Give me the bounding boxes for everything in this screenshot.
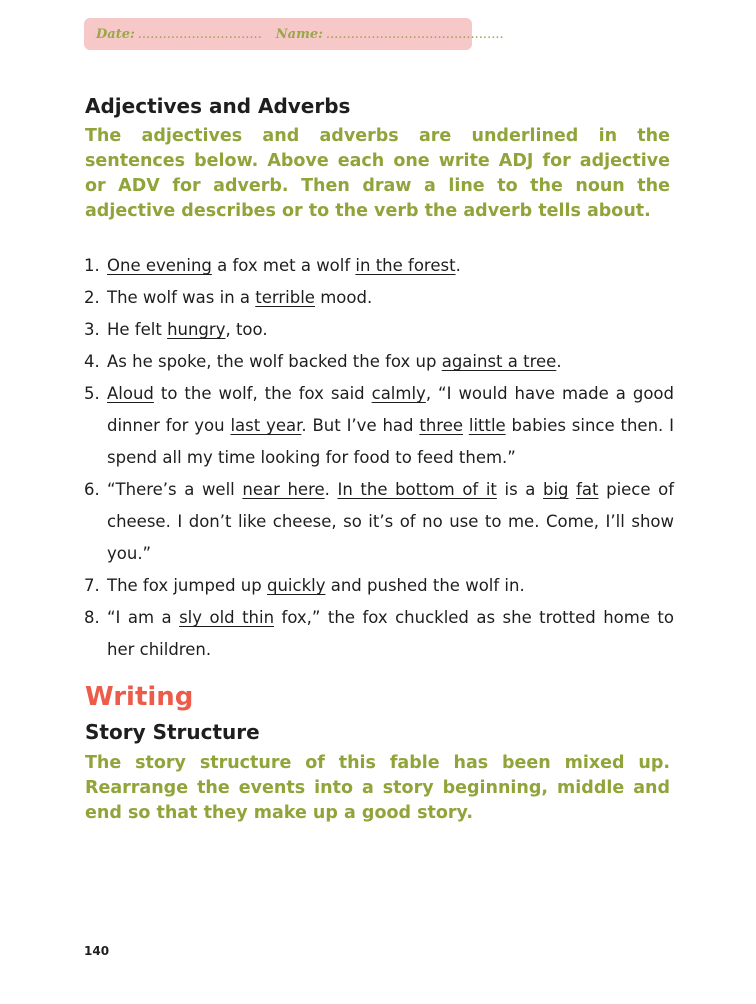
underlined-word: One evening [107, 256, 212, 275]
sentence-item [84, 346, 674, 378]
underlined-word: fat [576, 480, 599, 499]
underlined-word: terrible [255, 288, 315, 307]
story-structure-subtitle: Story Structure [85, 720, 260, 744]
sentence-segment: piece of cheese. I don’t like cheese, so it’s of no use to me. Come, I’ll show you.” [107, 480, 675, 563]
sentence-item [84, 602, 674, 666]
sentence-segment: The wolf was in a [107, 288, 256, 307]
underlined-word: big [542, 480, 569, 499]
sentence-segment: He felt [107, 320, 168, 339]
sentence-item [84, 378, 674, 474]
sentence-segment: is a [496, 480, 543, 499]
sentence-text [107, 282, 674, 314]
sentence-item [84, 314, 674, 346]
item-number: 2. [84, 288, 100, 307]
sentence-segment: and pushed the wolf in. [325, 576, 525, 595]
sentence-text [107, 378, 674, 474]
sentence-segment: . [455, 256, 461, 275]
sentence-segment: , too. [225, 320, 268, 339]
name-label: Name: [275, 26, 323, 42]
sentence-segment: to the wolf, the fox said [153, 384, 372, 403]
underlined-word: sly old thin [179, 608, 275, 627]
sentence-segment: “There’s a well [107, 480, 243, 499]
exercise-instructions: The adjectives and adverbs are underlined in the sentences below. Above each one write ADJ for adjective or ADV for adverb. Then draw a line to the noun the adjective describes or to the verb the adverb tells about. [85, 126, 670, 221]
underlined-word: calmly [371, 384, 426, 403]
underlined-word: three [419, 416, 463, 435]
writing-instructions: The story structure of this fable has been mixed up. Rearrange the events into a story beginning, middle and end so that they make up a good story. [85, 753, 670, 823]
item-number: 3. [84, 320, 100, 339]
sentence-item [84, 570, 674, 602]
sentence-text [107, 314, 674, 346]
underlined-word: in the forest [355, 256, 456, 275]
underlined-word: against a tree [441, 352, 557, 371]
sentence-text [107, 602, 674, 666]
sentence-item [84, 282, 674, 314]
sentence-list [84, 250, 674, 666]
underlined-word: little [468, 416, 506, 435]
page-number: 140 [84, 944, 110, 958]
underlined-word: quickly [266, 576, 326, 595]
underlined-word: last year [230, 416, 302, 435]
sentence-segment: . [556, 352, 562, 371]
date-label: Date: [96, 26, 135, 42]
item-number: 1. [84, 256, 100, 275]
item-number: 5. [84, 384, 100, 403]
sentence-segment: a fox met a wolf [211, 256, 356, 275]
sentence-segment: mood. [314, 288, 373, 307]
name-field[interactable]: ........................................... [325, 26, 504, 42]
underlined-word: Aloud [107, 384, 154, 403]
sentence-segment: . But I’ve had [301, 416, 420, 435]
sentence-segment [569, 480, 577, 499]
section-title: Adjectives and Adverbs [85, 94, 351, 118]
sentence-segment: fox,” the fox chuckled as she trotted home to her children. [107, 608, 674, 659]
sentence-segment: . [324, 480, 338, 499]
underlined-word: hungry [167, 320, 226, 339]
sentence-text [107, 250, 674, 282]
date-name-header [84, 18, 504, 50]
underlined-word: near here [242, 480, 325, 499]
item-number: 4. [84, 352, 100, 371]
sentence-segment: , “I would have made a good dinner for you [107, 384, 674, 435]
sentence-segment: babies since then. I spend all my time looking for food to feed them.” [107, 416, 674, 467]
item-number: 6. [84, 480, 100, 499]
underlined-word: In the bottom of it [337, 480, 497, 499]
sentence-item [84, 250, 674, 282]
writing-heading: Writing [85, 682, 194, 712]
sentence-text [107, 570, 674, 602]
sentence-segment: “I am a [107, 608, 180, 627]
sentence-item [84, 474, 674, 570]
sentence-segment: The fox jumped up [107, 576, 267, 595]
item-number: 7. [84, 576, 100, 595]
sentence-text [107, 474, 674, 570]
sentence-segment: As he spoke, the wolf backed the fox up [107, 352, 442, 371]
sentence-text [107, 346, 674, 378]
date-field[interactable]: .............................. [137, 26, 262, 42]
item-number: 8. [84, 608, 100, 627]
